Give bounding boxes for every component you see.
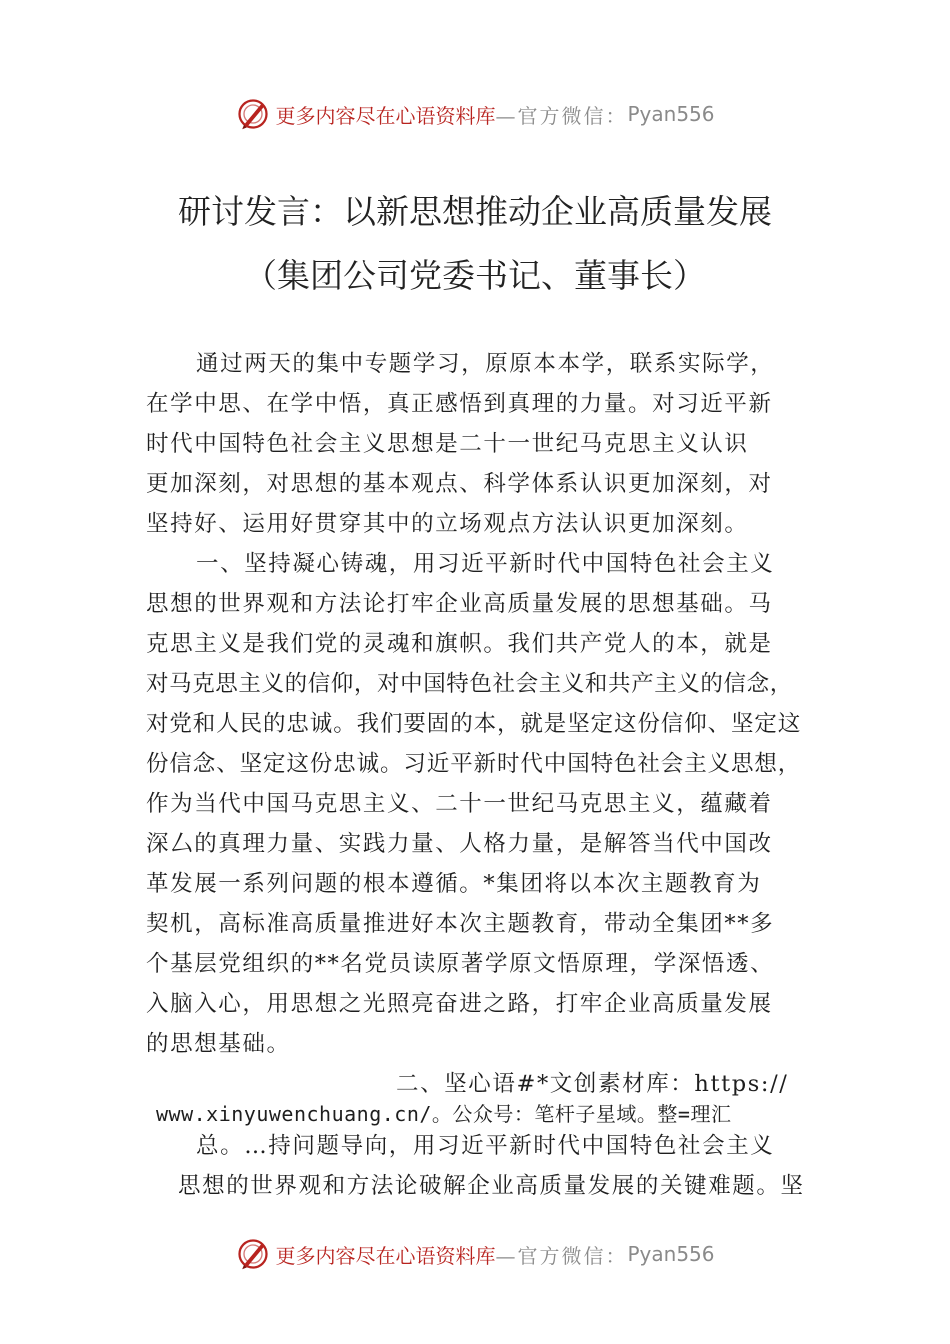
body-line: 二、坚心语#*文创素材库：https://	[396, 1071, 789, 1097]
body-line: 在学中思、在学中悟，真正感悟到真理的力量。对习近平新	[146, 391, 773, 417]
pen-logo-icon	[235, 96, 271, 132]
footer-banner	[0, 1232, 950, 1276]
body-line: 对党和人民的忠诚。我们要固的本，就是坚定这份信仰、坚定这	[146, 711, 802, 737]
body-line: 深厶的真理力量、实践力量、人格力量，是解答当代中国改	[146, 831, 773, 857]
header-banner	[0, 92, 950, 136]
banner-wechat-id: Pyan556	[627, 1242, 715, 1266]
pen-logo-icon	[235, 1236, 271, 1272]
body-line: 更加深刻，对思想的基本观点、科学体系认识更加深刻，对	[146, 471, 773, 497]
banner-library-text: 更多内容尽在心语资料库	[275, 103, 496, 128]
body-line: 坚持好、运用好贯穿其中的立场观点方法认识更加深刻。	[146, 511, 749, 537]
body-line: 总。…持问题导向，用习近平新时代中国特色社会主义	[196, 1133, 775, 1159]
banner-wechat-label: —官方微信：	[495, 103, 628, 128]
body-line: 一、坚持凝心铸魂，用习近平新时代中国特色社会主义	[196, 551, 775, 577]
body-line: 入脑入心，用思想之光照亮奋进之路，打牢企业高质量发展	[146, 991, 773, 1017]
body-line: 思想的世界观和方法论打牢企业高质量发展的思想基础。马	[146, 591, 773, 617]
body-line: 革发展一系列问题的根本遵循。*集团将以本次主题教育为	[146, 871, 762, 897]
document-subtitle: （集团公司党委书记、董事长）	[244, 256, 706, 295]
banner-wechat-id: Pyan556	[627, 102, 715, 126]
body-line: 份信念、坚定这份忠诚。习近平新时代中国特色社会主义思想，	[146, 751, 802, 777]
body-line: 个基层党组织的**名党员读原著学原文悟原理，学深悟透、	[146, 951, 775, 977]
banner-library-text: 更多内容尽在心语资料库	[275, 1243, 496, 1268]
body-line: 契机，高标准高质量推进好本次主题教育，带动全集团**多	[146, 911, 775, 937]
body-line: 时代中国特色社会主义思想是二十一世纪马克思主义认识	[146, 431, 749, 457]
body-line: 作为当代中国马克思主义、二十一世纪马克思主义，蕴藏着	[146, 791, 773, 817]
body-line: 对马克思主义的信仰，对中国特色社会主义和共产主义的信念，	[146, 671, 793, 697]
body-line: 克思主义是我们党的灵魂和旗帜。我们共产党人的本，就是	[146, 631, 773, 657]
body-line: 通过两天的集中专题学习，原原本本学，联系实际学，	[196, 351, 775, 377]
body-line: 思想的世界观和方法论破解企业高质量发展的关键难题。坚	[178, 1173, 805, 1199]
body-line: 的思想基础。	[146, 1031, 291, 1057]
document-title: 研讨发言：以新思想推动企业高质量发展	[178, 192, 772, 231]
body-line: www.xinyuwenchuang.cn/。公众号：笔杆子星域。整=理汇	[156, 1102, 732, 1126]
banner-wechat-label: —官方微信：	[495, 1243, 628, 1268]
